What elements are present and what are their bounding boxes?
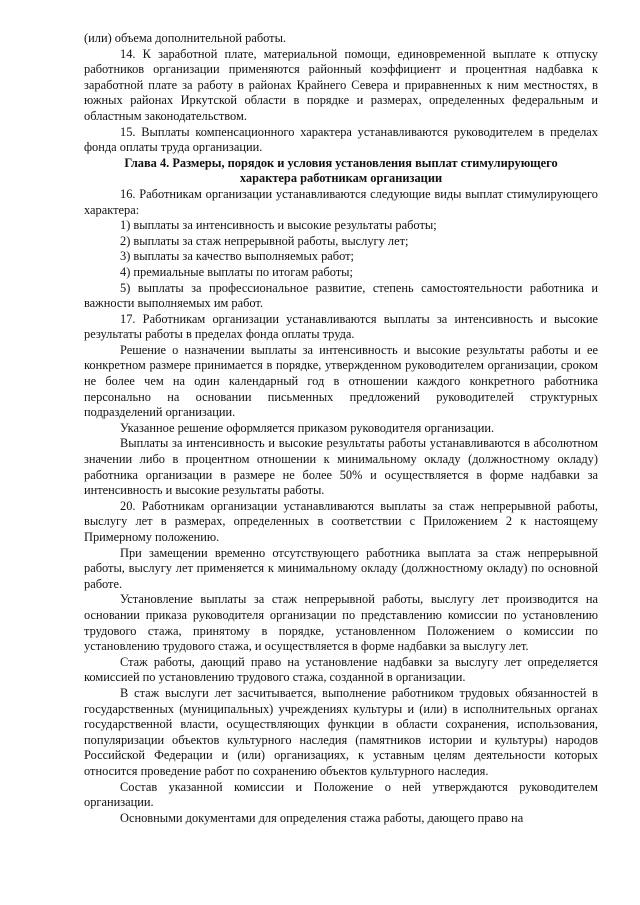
list-item: 1) выплаты за интенсивность и высокие результаты работы;	[120, 218, 437, 233]
paragraph: 14. К заработной плате, материальной помощи, единовременной выплате к отпуску работников организации применяются районный коэффициент и процентная надбавка к заработной плате за работу в районах Крайнего Севера и приравненных к ним местностях, в южных районах Иркутской области в порядке и размерах, определенных федеральным и областным законодательством.	[84, 46, 598, 123]
paragraph: 20. Работникам организации устанавливаются выплаты за стаж непрерывной работы, выслугу лет в размерах, определенных в соответствии с Приложением 2 к настоящему Примерному положению.	[84, 498, 598, 544]
document-page	[84, 31, 598, 826]
paragraph: Выплаты за интенсивность и высокие результаты работы устанавливаются в абсолютном значении либо в процентном отношении к минимальному окладу (должностному окладу) работника организации в размере не более 50% и осуществляется в форме надбавки за интенсивность и высокие результаты работы.	[84, 436, 598, 498]
paragraph: Состав указанной комиссии и Положение о ней утверждаются руководителем организации.	[84, 779, 598, 810]
chapter-heading: Глава 4. Размеры, порядок и условия установления выплат стимулирующего характера работникам организации	[124, 155, 558, 186]
paragraph: 15. Выплаты компенсационного характера устанавливаются руководителем в пределах фонда оплаты труда организации.	[84, 124, 598, 155]
paragraph: 17. Работникам организации устанавливаются выплаты за интенсивность и высокие результаты работы в пределах фонда оплаты труда.	[84, 311, 598, 342]
paragraph: Стаж работы, дающий право на установление надбавки за выслугу лет определяется комиссией по установлению трудового стажа, созданной в организации.	[84, 654, 598, 685]
paragraph: Указанное решение оформляется приказом руководителя организации.	[120, 420, 495, 435]
list-item: 3) выплаты за качество выполняемых работ;	[120, 249, 354, 264]
paragraph: Основными документами для определения стажа работы, дающего право на	[120, 810, 524, 825]
paragraph: При замещении временно отсутствующего работника выплата за стаж непрерывной работы, выслугу лет применяется к минимальному окладу (должностному окладу) по основной работе.	[84, 545, 598, 591]
paragraph: В стаж выслуги лет засчитывается, выполнение работником трудовых обязанностей в государственных (муниципальных) учреждениях культуры и (или) в исполнительных органах государственной власти, осуществляющих функции в области сохранения, использования, популяризации объектов культурного наследия (памятников истории и культуры) народов Российской Федерации и (или) организациях, к уставным целям деятельности которых относится проведение работ по сохранению объектов культурного наследия.	[84, 685, 598, 778]
paragraph: 16. Работникам организации устанавливаются следующие виды выплат стимулирующего характера:	[84, 186, 598, 217]
paragraph: (или) объема дополнительной работы.	[84, 31, 287, 45]
list-item: 4) премиальные выплаты по итогам работы;	[120, 264, 353, 279]
paragraph: Решение о назначении выплаты за интенсивность и высокие результаты работы и ее конкретном размере принимается в порядке, утвержденном руководителем организации, сроком не более чем на один календарный год в отношении каждого конкретного работника персонально на основании письменных предложений руководителей структурных подразделений организации.	[84, 342, 598, 420]
list-item: 2) выплаты за стаж непрерывной работы, выслугу лет;	[120, 233, 409, 248]
paragraph: Установление выплаты за стаж непрерывной работы, выслугу лет производится на основании приказа руководителя организации по представлению комиссии по установлению трудового стажа, принятому в порядке, установленном Положением о комиссии по установлению трудового стажа, и осуществляется в форме надбавки за выслугу лет.	[84, 592, 598, 654]
list-item: 5) выплаты за профессиональное развитие, степень самостоятельности работника и важности выполняемых им работ.	[84, 280, 598, 311]
